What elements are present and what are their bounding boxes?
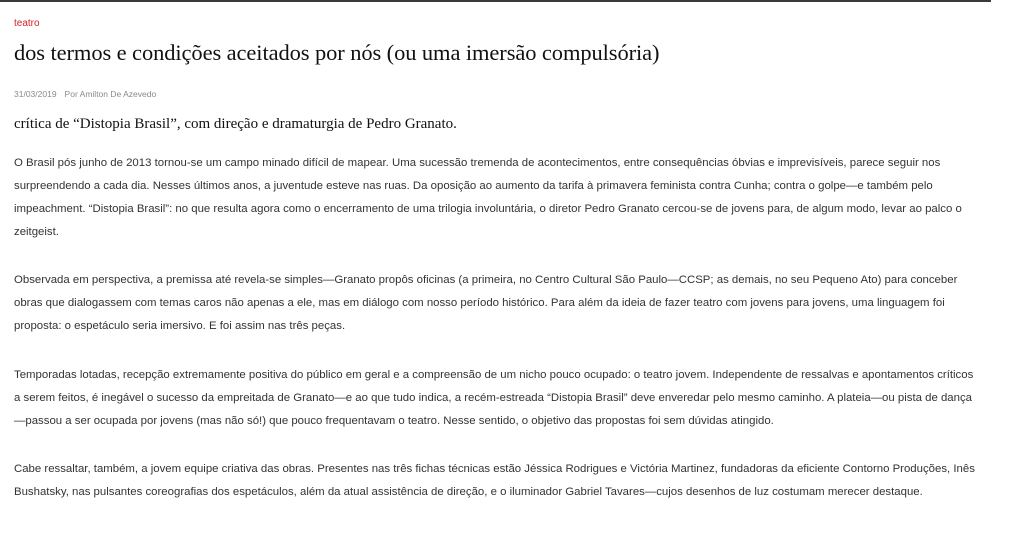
article-subtitle: crítica de “Distopia Brasil”, com direção e dramaturgia de Pedro Granato. xyxy=(14,116,457,132)
paragraph: Cabe ressaltar, também, a jovem equipe criativa das obras. Presentes nas três fichas técnicas estão Jéssica Rodrigues e Victória Martinez, fundadoras da eficiente Contorno Produções, Inês Bushatsky, nas pulsantes coreografias dos espetáculos, além da atual assistência de direção, e o iluminador Gabriel Tavares—cujos desenhos de luz costumam merecer destaque. xyxy=(14,463,975,498)
paragraph: O Brasil pós junho de 2013 tornou-se um campo minado difícil de mapear. Uma sucessão tremenda de acontecimentos, entre consequências óbvias e imprevisíveis, parece seguir nos surpreendendo a cada dia. Nesses últimos anos, a juventude esteve nas ruas. Da oposição ao aumento da tarifa à primavera feminista contra Cunha; contra o golpe—e também pelo impeachment. “Distopia Brasil”: no que resulta agora como o encerramento de uma trilogia involuntária, o diretor Pedro Granato cercou-se de jovens para, de algum modo, levar ao palco o zeitgeist. xyxy=(14,157,962,238)
publish-date: 31/03/2019 xyxy=(14,89,57,99)
article-meta xyxy=(14,89,156,99)
paragraph: Observada em perspectiva, a premissa até revela-se simples—Granato propôs oficinas (a primeira, no Centro Cultural São Paulo—CCSP; as demais, no seu Pequeno Ato) para conceber obras que dialogassem com temas caros não apenas a ele, mas em diálogo com nosso período histórico. Para além da ideia de fazer teatro com jovens para jovens, uma linguagem foi proposta: o espetáculo seria imersivo. E foi assim nas três peças. xyxy=(14,274,958,332)
top-divider xyxy=(0,0,991,2)
article-title: dos termos e condições aceitados por nós (ou uma imersão compulsória) xyxy=(14,40,660,65)
article-body xyxy=(14,152,976,529)
category-link[interactable]: teatro xyxy=(14,18,40,29)
author-byline[interactable]: Por Amilton De Azevedo xyxy=(64,89,157,99)
paragraph: Temporadas lotadas, recepção extremamente positiva do público em geral e a compreensão de um nicho pouco ocupado: o teatro jovem. Independente de ressalvas e apontamentos críticos a serem feitos, é inegável o sucesso da empreitada de Granato—e ao que tudo indica, a recém-estreada “Distopia Brasil” deve enveredar pelo mesmo caminho. A plateia—ou pista de dança—passou a ser ocupada por jovens (mas não só!) que pouco frequentavam o teatro. Nesse sentido, o objetivo das propostas foi sem dúvidas atingido. xyxy=(14,369,974,427)
